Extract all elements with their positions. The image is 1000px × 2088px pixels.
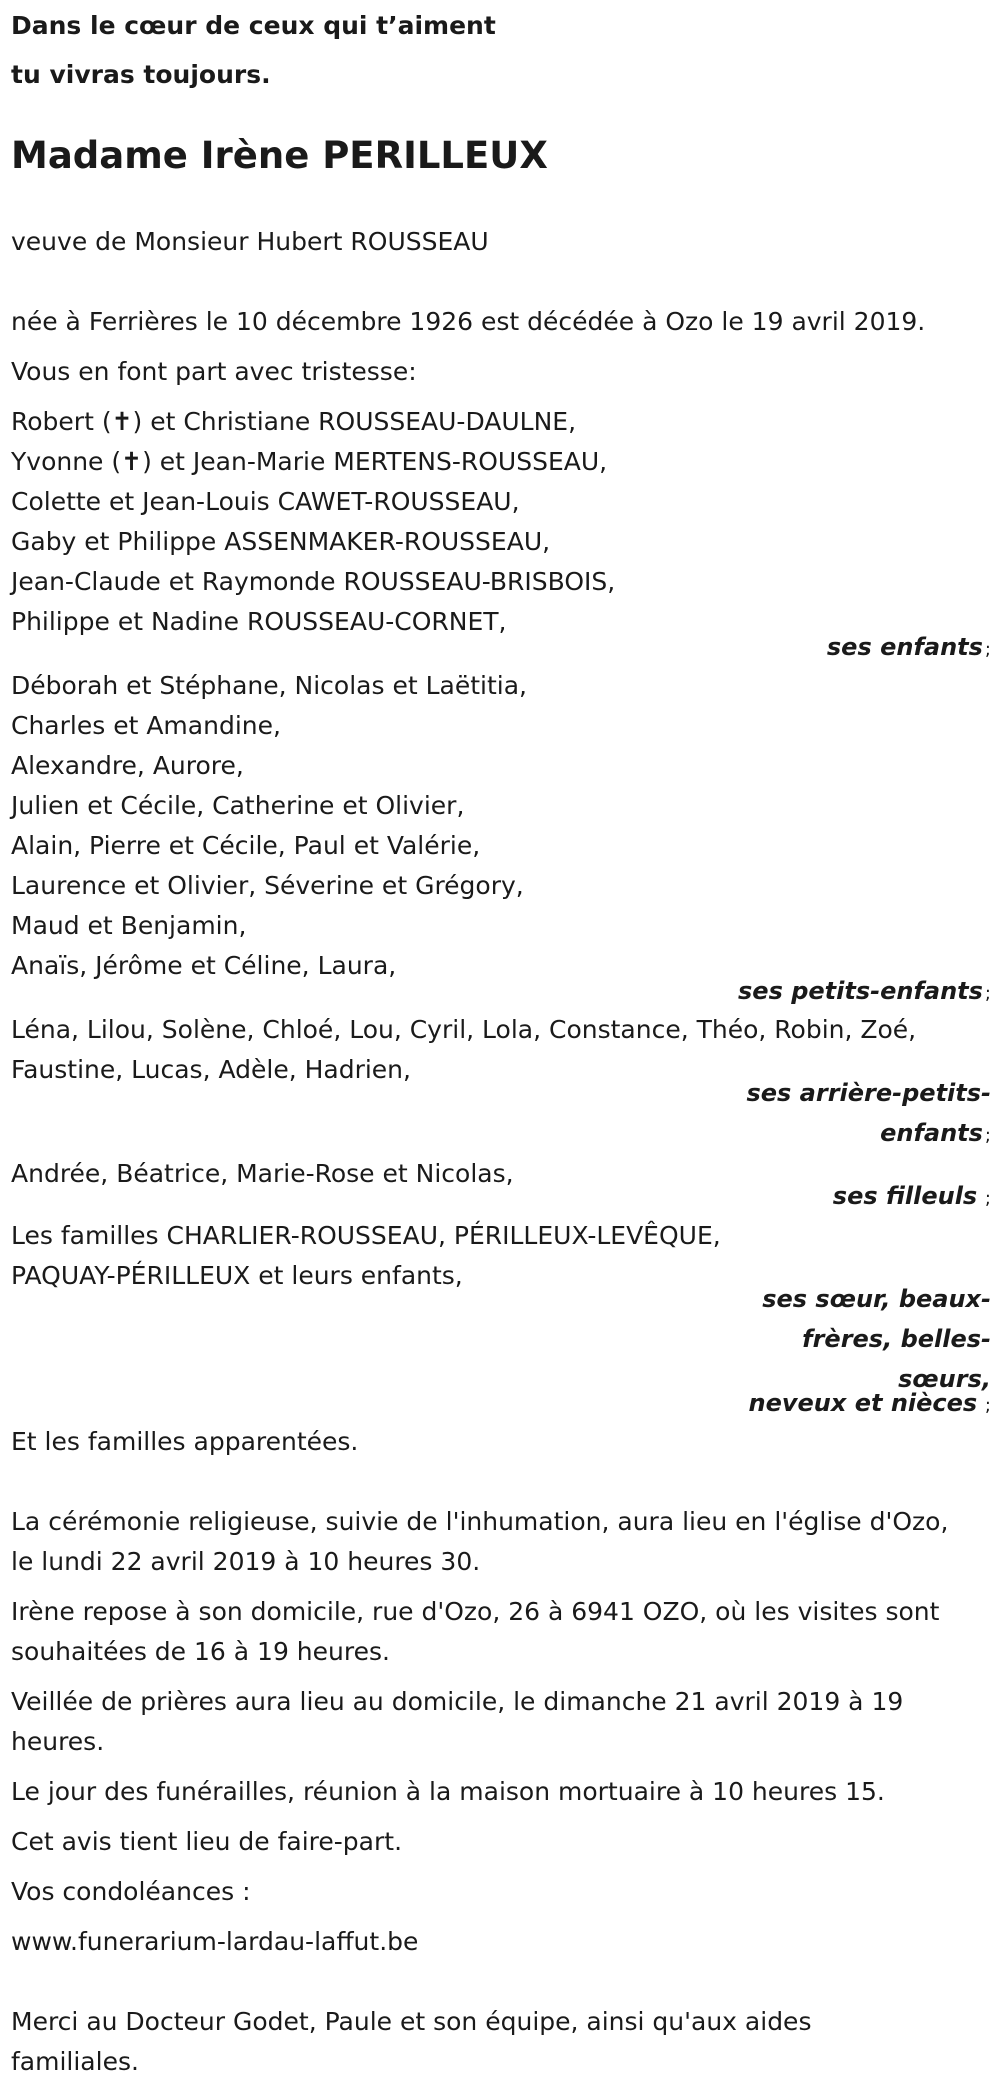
rest-line: Irène repose à son domicile, rue d'Ozo, 26 à 6941 OZO, où les visites sont: [11, 1597, 940, 1626]
great-grandchildren-line: Léna, Lilou, Solène, Chloé, Lou, Cyril, Lola, Constance, Théo, Robin, Zoé,: [11, 1015, 917, 1044]
families-label: ses sœur, beaux-: [762, 1285, 991, 1313]
families-line: Les familles CHARLIER-ROUSSEAU, PÉRILLEUX-LEVÊQUE,: [11, 1221, 721, 1250]
grandchildren-line: Alexandre, Aurore,: [11, 751, 244, 780]
children-line: Robert (✝) et Christiane ROUSSEAU-DAULNE,: [11, 407, 577, 436]
grandchildren-line: Laurence et Olivier, Séverine et Grégory,: [11, 871, 524, 900]
thanks-line: Merci au Docteur Godet, Paule et son équipe, ainsi qu'aux aides: [11, 2007, 812, 2036]
families-label: sœurs,: [898, 1365, 991, 1393]
children-line: Colette et Jean-Louis CAWET-ROUSSEAU,: [11, 487, 520, 516]
grandchildren-label: ses petits-enfants ;: [738, 977, 991, 1005]
great-grandchildren-line: Faustine, Lucas, Adèle, Hadrien,: [11, 1055, 411, 1084]
notice-line: Cet avis tient lieu de faire-part.: [11, 1827, 403, 1856]
page-title: Madame Irène PERILLEUX: [11, 134, 548, 177]
vigil-line: heures.: [11, 1727, 105, 1756]
families-line: PAQUAY-PÉRILLEUX et leurs enfants,: [11, 1261, 463, 1290]
ceremony-line: La cérémonie religieuse, suivie de l'inhumation, aura lieu en l'église d'Ozo,: [11, 1507, 949, 1536]
birth-death-line: née à Ferrières le 10 décembre 1926 est décédée à Ozo le 19 avril 2019.: [11, 307, 926, 336]
grandchildren-line: Julien et Cécile, Catherine et Olivier,: [11, 791, 465, 820]
children-line: Gaby et Philippe ASSENMAKER-ROUSSEAU,: [11, 527, 551, 556]
epigraph-line: tu vivras toujours.: [11, 60, 271, 89]
families-label: neveux et nièces ;: [748, 1389, 991, 1417]
spouse-line: veuve de Monsieur Hubert ROUSSEAU: [11, 227, 489, 256]
godchildren-label: ses filleuls ;: [832, 1182, 991, 1210]
thanks-line: familiales.: [11, 2047, 139, 2076]
great-grandchildren-label: enfants ;: [880, 1119, 991, 1147]
announce-line: Vous en font part avec tristesse:: [11, 357, 417, 386]
condolences-website-link[interactable]: www.funerarium-lardau-laffut.be: [11, 1927, 419, 1956]
grandchildren-line: Déborah et Stéphane, Nicolas et Laëtitia,: [11, 671, 527, 700]
vigil-line: Veillée de prières aura lieu au domicile, le dimanche 21 avril 2019 à 19: [11, 1687, 904, 1716]
relatives-line: Et les familles apparentées.: [11, 1427, 359, 1456]
families-label: frères, belles-: [802, 1325, 991, 1353]
grandchildren-line: Maud et Benjamin,: [11, 911, 247, 940]
great-grandchildren-label: ses arrière-petits-: [746, 1079, 991, 1107]
children-line: Yvonne (✝) et Jean-Marie MERTENS-ROUSSEAU,: [11, 447, 608, 476]
grandchildren-line: Charles et Amandine,: [11, 711, 281, 740]
children-line: Philippe et Nadine ROUSSEAU-CORNET,: [11, 607, 507, 636]
children-line: Jean-Claude et Raymonde ROUSSEAU-BRISBOIS,: [11, 567, 616, 596]
rest-line: souhaitées de 16 à 19 heures.: [11, 1637, 390, 1666]
grandchildren-line: Alain, Pierre et Cécile, Paul et Valérie,: [11, 831, 481, 860]
funeral-meeting-line: Le jour des funérailles, réunion à la maison mortuaire à 10 heures 15.: [11, 1777, 885, 1806]
godchildren-line: Andrée, Béatrice, Marie-Rose et Nicolas,: [11, 1159, 514, 1188]
condolences-label: Vos condoléances :: [11, 1877, 251, 1906]
epigraph-line: Dans le cœur de ceux qui t’aiment: [11, 11, 496, 40]
children-label: ses enfants ;: [826, 633, 991, 661]
grandchildren-line: Anaïs, Jérôme et Céline, Laura,: [11, 951, 397, 980]
ceremony-line: le lundi 22 avril 2019 à 10 heures 30.: [11, 1547, 481, 1576]
